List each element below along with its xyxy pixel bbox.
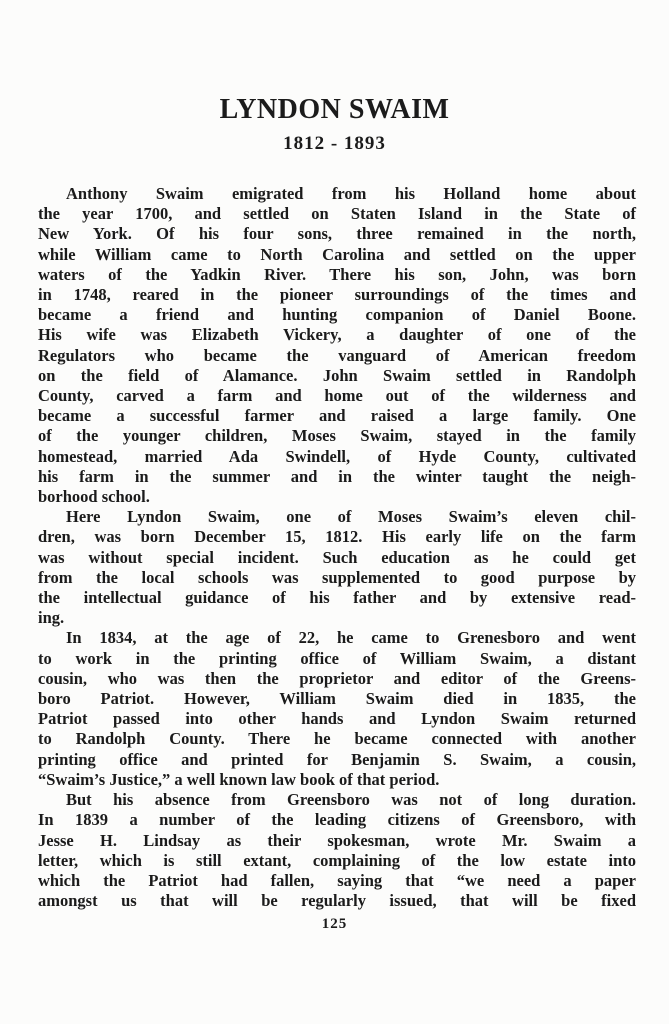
text-line: the year 1700, and settled on Staten Island in the State of (38, 204, 636, 224)
paragraph (38, 507, 636, 628)
text-line: which the Patriot had fallen, saying that “we need a paper (38, 870, 636, 890)
text-line: “Swaim’s Justice,” a well known law book of that period. (38, 769, 440, 789)
text-line: In 1834, at the age of 22, he came to Grenesboro and went (66, 628, 636, 648)
text-line: Jesse H. Lindsay as their spokesman, wrote Mr. Swaim a (38, 830, 636, 850)
text-line: In 1839 a number of the leading citizens of Greensboro, with (38, 810, 636, 830)
text-line: ing. (38, 608, 65, 628)
paragraph (38, 790, 636, 911)
text-line: amongst us that will be regularly issued, that will be fixed (38, 891, 636, 911)
text-line: borhood school. (38, 487, 150, 507)
text-line: from the local schools was supplemented to good purpose by (38, 567, 636, 587)
text-line: became a friend and hunting companion of Daniel Boone. (38, 305, 636, 325)
page-number: 125 (321, 916, 348, 933)
page-title: LYNDON SWAIM (219, 94, 450, 125)
text-line: on the field of Alamance. John Swaim settled in Randolph (38, 365, 636, 385)
text-line: waters of the Yadkin River. There his son, John, was born (38, 264, 636, 284)
text-line: was without special incident. Such education as he could get (38, 547, 636, 567)
body-text (0, 184, 669, 911)
text-line: his farm in the summer and in the winter taught the neigh- (38, 466, 636, 486)
text-line: His wife was Elizabeth Vickery, a daughter of one of the (38, 325, 636, 345)
text-line: Here Lyndon Swaim, one of Moses Swaim’s eleven chil- (66, 507, 636, 527)
text-line: printing office and printed for Benjamin S. Swaim, a cousin, (38, 749, 636, 769)
text-line: Anthony Swaim emigrated from his Holland home about (66, 184, 636, 203)
text-line: in 1748, reared in the pioneer surroundings of the times and (38, 285, 636, 305)
text-line: dren, was born December 15, 1812. His early life on the farm (38, 527, 636, 547)
text-line: Regulators who became the vanguard of American freedom (38, 345, 636, 365)
text-line: cousin, who was then the proprietor and editor of the Greens- (38, 668, 636, 688)
text-line: homestead, married Ada Swindell, of Hyde County, cultivated (38, 446, 636, 466)
text-line: Patriot passed into other hands and Lyndon Swaim returned (38, 709, 636, 729)
text-line: to work in the printing office of William Swaim, a distant (38, 648, 636, 668)
paragraph (38, 628, 636, 790)
text-line: while William came to North Carolina and settled on the upper (38, 244, 636, 264)
text-line: New York. Of his four sons, three remained in the north, (38, 224, 636, 244)
text-line: of the younger children, Moses Swaim, stayed in the family (38, 426, 636, 446)
text-line: County, carved a farm and home out of the wilderness and (38, 386, 636, 406)
text-line: to Randolph County. There he became connected with another (38, 729, 636, 749)
text-line: letter, which is still extant, complaining of the low estate into (38, 850, 636, 870)
text-line: became a successful farmer and raised a large family. One (38, 406, 636, 426)
paragraph (38, 184, 636, 507)
text-line: the intellectual guidance of his father and by extensive read- (38, 588, 636, 608)
page-subtitle: 1812 - 1893 (283, 133, 386, 154)
text-line: boro Patriot. However, William Swaim died in 1835, the (38, 689, 636, 709)
text-line: But his absence from Greensboro was not of long duration. (66, 790, 636, 810)
